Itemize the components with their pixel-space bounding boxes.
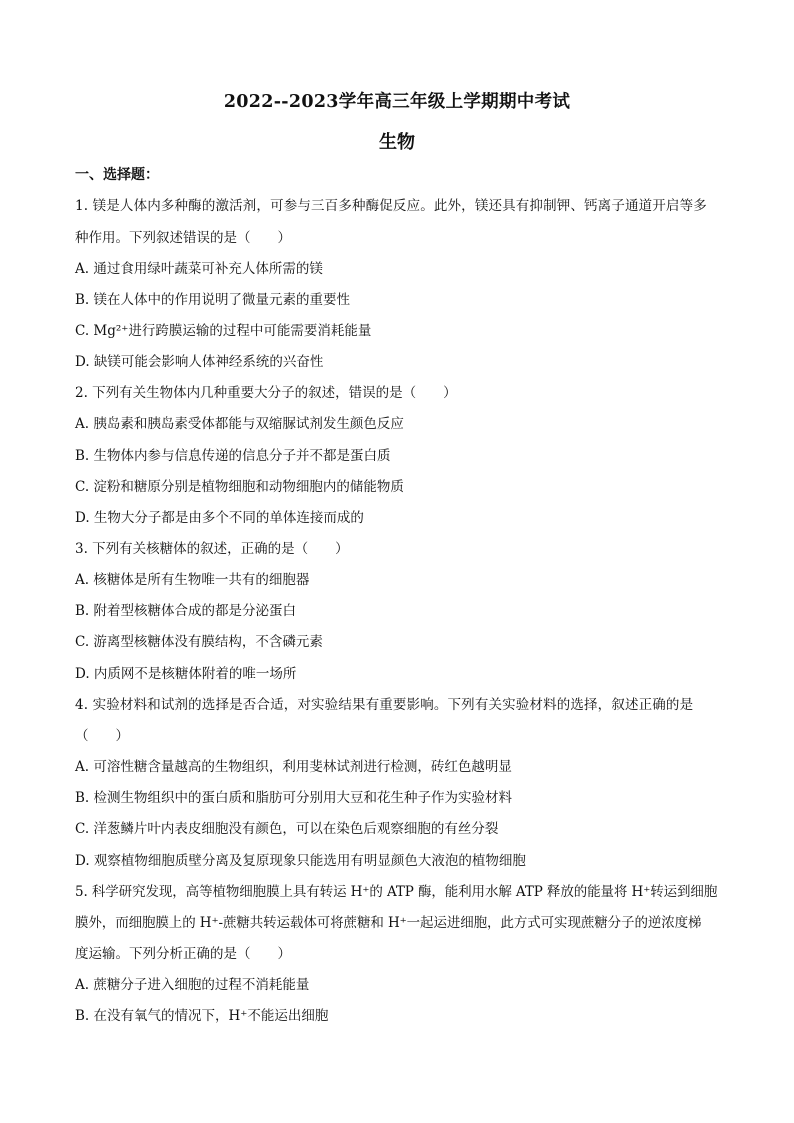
question-5-stem-line-1: 5. 科学研究发现，高等植物细胞膜上具有转运 H⁺的 ATP 酶，能利用水解 ATP 释放的能量将 H⁺转运到细胞 [75,884,718,900]
question-5-option-a: A. 蔗糖分子进入细胞的过程不消耗能量 [75,977,310,993]
question-1-option-c: C. Mg²⁺进行跨膜运输的过程中可能需要消耗能量 [75,323,372,339]
question-1-stem-line-1: 1. 镁是人体内多种酶的激活剂，可参与三百多种酶促反应。此外，镁还具有抑制钾、钙离子通道开启等多 [75,198,707,214]
question-2-option-b: B. 生物体内参与信息传递的信息分子并不都是蛋白质 [75,448,391,464]
question-4-option-c: C. 洋葱鳞片叶内表皮细胞没有颜色，可以在染色后观察细胞的有丝分裂 [75,821,499,837]
question-4-stem-line-1: 4. 实验材料和试剂的选择是否合适，对实验结果有重要影响。下列有关实验材料的选择，叙述正确的是 [75,697,694,713]
question-3-stem: 3. 下列有关核糖体的叙述，正确的是（ ） [75,541,349,557]
question-1-option-a: A. 通过食用绿叶蔬菜可补充人体所需的镁 [75,261,323,277]
question-5-option-b: B. 在没有氧气的情况下，H⁺不能运出细胞 [75,1008,329,1024]
question-3-option-b: B. 附着型核糖体合成的都是分泌蛋白 [75,603,297,619]
question-1-option-b: B. 镁在人体中的作用说明了微量元素的重要性 [75,292,351,308]
exam-title: 2022--2023学年高三年级上学期期中考试 [223,92,571,112]
question-4-option-a: A. 可溶性糖含量越高的生物组织，利用斐林试剂进行检测，砖红色越明显 [75,759,512,775]
question-1-option-d: D. 缺镁可能会影响人体神经系统的兴奋性 [75,354,324,370]
section-heading: 一、选择题： [75,167,159,183]
question-4-stem-line-2: （ ） [75,728,129,744]
question-3-option-c: C. 游离型核糖体没有膜结构，不含磷元素 [75,634,323,650]
question-4-option-b: B. 检测生物组织中的蛋白质和脂肪可分别用大豆和花生种子作为实验材料 [75,790,513,806]
question-3-option-d: D. 内质网不是核糖体附着的唯一场所 [75,666,297,682]
question-2-stem: 2. 下列有关生物体内几种重要大分子的叙述，错误的是（ ） [75,385,457,401]
question-1-stem-line-2: 种作用。下列叙述错误的是（ ） [75,230,291,246]
question-2-option-c: C. 淀粉和糖原分别是植物细胞和动物细胞内的储能物质 [75,479,404,495]
subject-title: 生物 [379,132,415,153]
question-5-stem-line-3: 度运输。下列分析正确的是（ ） [75,946,291,962]
question-4-option-d: D. 观察植物细胞质壁分离及复原现象只能选用有明显颜色大液泡的植物细胞 [75,853,526,869]
question-2-option-d: D. 生物大分子都是由多个不同的单体连接而成的 [75,510,364,526]
question-5-stem-line-2: 膜外，而细胞膜上的 H⁺-蔗糖共转运载体可将蔗糖和 H⁺一起运进细胞，此方式可实现蔗糖分子的逆浓度梯 [75,915,702,931]
question-3-option-a: A. 核糖体是所有生物唯一共有的细胞器 [75,572,310,588]
question-2-option-a: A. 胰岛素和胰岛素受体都能与双缩脲试剂发生颜色反应 [75,416,404,432]
